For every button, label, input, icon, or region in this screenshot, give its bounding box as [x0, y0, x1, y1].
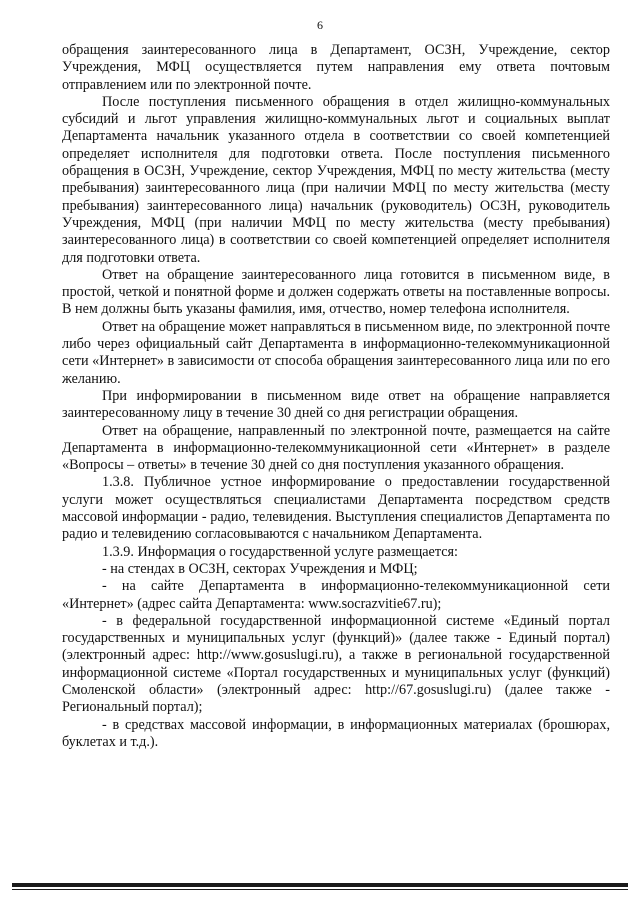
document-body: [62, 42, 610, 751]
list-item: - на стендах в ОСЗН, секторах Учреждения и МФЦ;: [102, 560, 418, 577]
footer-rule: [12, 883, 628, 887]
paragraph: Ответ на обращение может направляться в письменном виде, по электронной почте либо через официальный сайт Департамента в информационно-телекоммуникационной сети «Интернет» в зависимости от способа обращения заинтересованного лица или по его желанию.: [62, 318, 610, 387]
page-number: 6: [317, 18, 323, 32]
paragraph: Ответ на обращение заинтересованного лица готовится в письменном виде, в простой, четкой и понятной форме и должен содержать ответы на поставленные вопросы. В нем должны быть указаны фамилия, имя, отчество, номер телефона исполнителя.: [62, 266, 610, 318]
paragraph: При информировании в письменном виде ответ на обращение направляется заинтересованному лицу в течение 30 дней со дня регистрации обращения.: [62, 387, 610, 422]
list-item: - на сайте Департамента в информационно-телекоммуникационной сети «Интернет» (адрес сайта Департамента: www.socrazvitie67.ru);: [62, 578, 610, 612]
list-item: - в средствах массовой информации, в информационных материалах (брошюрах, буклетах и т.д.).: [62, 716, 610, 750]
paragraph: 1.3.9. Информация о государственной услуге размещается:: [102, 543, 458, 560]
paragraph: 1.3.8. Публичное устное информирование о предоставлении государственной услуги может осуществляться специалистами Департамента посредством средств массовой информации - радио, телевидения. Выступления специалистов Департамента по радио и телевидению согласовываются с начальником Департамента.: [62, 474, 610, 543]
paragraph: обращения заинтересованного лица в Департамент, ОСЗН, Учреждение, сектор Учреждения, МФЦ осуществляется путем направления ему ответа почтовым отправлением или по электронной почте.: [62, 42, 610, 93]
paragraph: Ответ на обращение, направленный по электронной почте, размещается на сайте Департамента в информационно-телекоммуникационной сети «Интернет» в разделе «Вопросы – ответы» в течение 30 дней со дня поступления указанного обращения.: [62, 422, 610, 474]
paragraph: После поступления письменного обращения в отдел жилищно-коммунальных субсидий и льгот управления жилищно-коммунальных льгот и социальных выплат Департамента начальник указанного отдела в соответствии со своей компетенцией определяет исполнителя для подготовки ответа. После поступления письменного обращения в ОСЗН, Учреждение, сектор Учреждения, МФЦ по месту жительства (месту пребывания) заинтересованного лица (при наличии МФЦ по месту жительства (месту пребывания) заинтересованного лица) начальник (руководитель) ОСЗН, руководитель Учреждения, МФЦ (при наличии МФЦ по месту жительства (месту пребывания) заинтересованного лица) в соответствии со своей компетенцией определяет исполнителя для подготовки ответа.: [62, 93, 610, 266]
footer-rule-thin: [12, 889, 628, 890]
list-item: - в федеральной государственной информационной системе «Единый портал государственных и муниципальных услуг (функций)» (далее также - Единый портал) (электронный адрес: http://www.gosuslugi.ru), а также в региональной государственной информационной системе «Портал государственных и муниципальных услуг (функций) Смоленской области» (электронный адрес: http://67.gosuslugi.ru) (далее также - Региональный портал);: [62, 612, 610, 716]
